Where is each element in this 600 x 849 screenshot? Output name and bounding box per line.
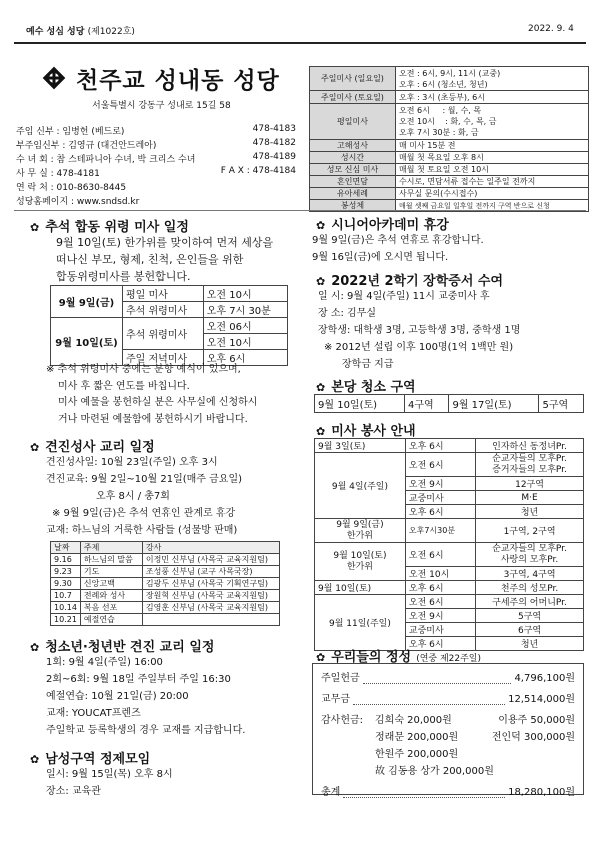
mass-value: 매 미사 15분 전 xyxy=(396,140,589,152)
chuseok-kind: 추석 위령미사 xyxy=(123,302,204,318)
mass-label: 고해성사 xyxy=(310,140,396,152)
chuseok-kind: 주일 저녁미사 xyxy=(123,350,204,366)
contact-list xyxy=(16,124,296,208)
chuseok-intro: 9월 10일(토) 한가위를 맞이하여 먼저 세상을 떠나신 부모, 형제, 친척, 은인들을 위한 합동위령미사를 봉헌합니다. xyxy=(56,236,274,283)
mass-value: 매월 셋째 금요일 일후일 전까지 구역 반으로 신청 xyxy=(396,200,589,212)
table-cell: 복음 선포 xyxy=(80,602,142,614)
chuseok-time: 오전 10시 xyxy=(203,286,287,302)
chuseok-date: 9월 9일(금) xyxy=(51,286,123,318)
service-group: 청년 xyxy=(476,637,584,651)
service-time: 오전 6시 xyxy=(405,595,475,609)
mass-label: 봉성체 xyxy=(310,200,396,212)
service-group: 1구역, 2구역 xyxy=(476,519,584,543)
table-cell: 9.16 xyxy=(51,554,81,566)
chuseok-table xyxy=(50,285,288,366)
service-date: 9월 11일(주일) xyxy=(315,595,406,651)
header-divider xyxy=(14,42,586,44)
chuseok-notes: ※ 추석 위령미사 중에는 분향 예식이 있으며, 미사 후 짧은 연도를 바칩니다. 미사 예물을 봉헌하실 분은 사무실에 신청하시 거나 마련된 예물함에 봉헌하시기 바랍니다. xyxy=(46,364,258,425)
mass-label: 성시간 xyxy=(310,152,396,164)
table-cell: 신앙고백 xyxy=(80,578,142,590)
confirmation-schedule-table xyxy=(50,541,280,626)
youth-section-title: ✿ 청소년·청년반 견진 교리 일정 xyxy=(30,640,215,655)
mass-label: 평일미사 xyxy=(310,104,396,140)
mass-value: 오전 : 6시, 9시, 11시 (교중) 오후 : 6시 (청소년, 청년) xyxy=(396,67,589,91)
service-date: 9월 3일(토) xyxy=(315,439,406,453)
cleaning-section-title: ✿ 본당 청소 구역 xyxy=(316,380,416,395)
chuseok-time: 오전 06시 xyxy=(203,318,287,334)
offering-box xyxy=(312,663,584,798)
confirmation-section-title: ✿ 견진성사 교리 일정 xyxy=(30,440,155,455)
offering-total: 총계 18,280,100원 xyxy=(321,787,575,798)
table-cell: 9월 10일(토) xyxy=(315,395,405,413)
service-time: 오전 6시 xyxy=(405,453,475,477)
table-cell: 9.30 xyxy=(51,578,81,590)
section-divider xyxy=(14,210,586,211)
mass-service-table xyxy=(314,438,584,651)
contact-row: 연 락 처 : 010-8630-8445 xyxy=(16,183,127,193)
service-group: M·E xyxy=(476,491,584,505)
youth-info: 1회: 9월 4일(주일) 16:00 2회~6회: 9월 18일 주일부터 주일 16:30 예절연습: 10월 21일(금) 20:00 교재: YOUCAT프렌즈 주일학교 등록학생의 경우 교재를 지급합니다. xyxy=(46,657,246,736)
table-cell: 하느님의 말씀 xyxy=(80,554,142,566)
thanks-offering: 감사헌금: 김희숙 20,000원 이용주 50,000원 정래문 200,000원 전인덕 300,000원 한원주 200,000원 故 김동용 상가 200,000원 xyxy=(321,715,575,777)
mass-label: 주일미사 (일요일) xyxy=(310,67,396,91)
service-date: 9월 10일(토) xyxy=(315,581,406,595)
issue-date: 2022. 9. 4 xyxy=(528,24,574,34)
service-group: 천주의 성모Pr. xyxy=(476,581,584,595)
homepage-link[interactable]: 성당홈페이지 : www.sndsd.kr xyxy=(16,197,140,207)
chuseok-date: 9월 10일(토) xyxy=(51,318,123,366)
service-time: 오후 6시 xyxy=(405,505,475,519)
sunday-offering: 주일헌금 4,796,100원 xyxy=(321,673,575,684)
contact-row: 사 무 실 : 478-4181 F A X : 478-4184 xyxy=(16,166,296,179)
table-cell: 9.23 xyxy=(51,566,81,578)
service-time: 교중미사 xyxy=(405,491,475,505)
table-cell xyxy=(142,614,279,626)
table-cell: 10.14 xyxy=(51,602,81,614)
table-cell: 김광두 신부님 (사목국 기획연구팀) xyxy=(142,578,279,590)
chuseok-time: 오후 7시 30분 xyxy=(203,302,287,318)
col-header: 강사 xyxy=(142,542,279,554)
scholarship-section-title: ✿ 2022년 2학기 장학증서 수여 xyxy=(316,274,504,289)
service-time: 오전 9시 xyxy=(405,477,475,491)
mass-value: 오후 : 3시 (초등부), 6시 xyxy=(396,91,589,104)
contact-row: 부주임신부 : 김영규 (대건안드레아) 478-4182 xyxy=(16,138,296,151)
service-group: 5구역 xyxy=(476,609,584,623)
chuseok-time: 오전 10시 xyxy=(203,334,287,350)
table-cell: 10.21 xyxy=(51,614,81,626)
service-time: 오후 6시 xyxy=(405,439,475,453)
service-time: 교중미사 xyxy=(405,623,475,637)
service-date: 9월 4일(주일) xyxy=(315,453,406,519)
table-cell: 장원혁 신부님 (사목국 교육지원팀) xyxy=(142,590,279,602)
mass-label: 주일미사 (토요일) xyxy=(310,91,396,104)
table-cell: 전례와 성사 xyxy=(80,590,142,602)
service-time: 오전 10시 xyxy=(405,567,475,581)
service-group: 구세주의 어머니Pr. xyxy=(476,595,584,609)
table-cell: 기도 xyxy=(80,566,142,578)
men-info: 일시: 9월 15일(목) 오후 8시 장소: 교육관 xyxy=(46,769,173,797)
table-cell: 4구역 xyxy=(404,395,449,413)
col-header: 주제 xyxy=(80,542,142,554)
service-time: 오후 6시 xyxy=(405,581,475,595)
mass-value: 사무실 문의(수시접수) xyxy=(396,188,589,200)
service-group: 청년 xyxy=(476,505,584,519)
chuseok-section-title: ✿ 추석 합동 위령 미사 일정 xyxy=(30,220,189,235)
table-cell: 김영훈 신부님 (사목국 교육지원팀) xyxy=(142,602,279,614)
table-cell: 10.7 xyxy=(51,590,81,602)
mass-schedule-table xyxy=(309,66,589,212)
table-cell: 조성풍 신부님 (교구 사목국장) xyxy=(142,566,279,578)
bulletin-name: 예수 성심 성당 (제1022호) xyxy=(26,27,135,37)
cleaning-table xyxy=(314,394,584,413)
contact-row: 주임 신부 : 임병헌 (베드로) 478-4183 xyxy=(16,124,296,137)
service-time: 오전 6시 xyxy=(405,543,475,567)
chuseok-kind: 평일 미사 xyxy=(123,286,204,302)
service-time: 오후7시30분 xyxy=(405,519,475,543)
service-group: 6구역 xyxy=(476,623,584,637)
table-cell: 9월 17일(토) xyxy=(449,395,539,413)
offering-section-title: ✿ 우리들의 정성 (연중 제22주일) xyxy=(316,650,481,665)
church-logo-icon xyxy=(40,64,68,92)
service-group: 인자하신 동정녀Pr. xyxy=(476,439,584,453)
service-time: 오전 9시 xyxy=(405,609,475,623)
service-group: 12구역 xyxy=(476,477,584,491)
col-header: 날짜 xyxy=(51,542,81,554)
mass-label: 성모 신심 미사 xyxy=(310,164,396,176)
mass-label: 유아세례 xyxy=(310,188,396,200)
academy-section-title: ✿ 시니어아카데미 휴강 xyxy=(316,218,449,233)
table-cell: 5구역 xyxy=(539,395,584,413)
mass-value: 오전 6시 : 월, 수, 목 오전 10시 : 화, 수, 목, 금 오후 7시 30분 : 화, 금 xyxy=(396,104,589,140)
mass-service-section-title: ✿ 미사 봉사 안내 xyxy=(316,424,416,439)
scholarship-info: 일 시: 9월 4일(주일) 11시 교중미사 후 장 소: 김무실 장학생: 대학생 3명, 고등학생 3명, 중학생 1명 ※ 2012년 설립 이후 100명(1억 1백만 원) 장학금 지급 xyxy=(318,291,521,370)
tithe: 교무금 12,514,000원 xyxy=(321,694,575,705)
service-group: 순교자들의 모후Pr. 사랑의 모후Pr. xyxy=(476,543,584,567)
service-date: 9월 10일(토) 한가위 xyxy=(315,543,406,581)
church-address: 서울특별시 강동구 성내로 15길 58 xyxy=(92,101,231,111)
service-group: 순교자들의 모후Pr. 증거자들의 모후Pr. xyxy=(476,453,584,477)
church-name: 천주교 성내동 성당 xyxy=(76,68,280,94)
table-cell: 예절연습 xyxy=(80,614,142,626)
confirmation-info: 견진성사일: 10월 23일(주일) 오후 3시 견진교육: 9월 2일~10월 21일(매주 금요일) 오후 8시 / 총7회 ※ 9월 9일(금)은 추석 연휴인 관계로 휴강 교재: 하느님의 거룩한 사람들 (성물방 판매) xyxy=(46,457,243,536)
mass-value: 매월 첫 토요일 오전 10시 xyxy=(396,164,589,176)
contact-row: 수 녀 회 : 참 스테파니아 수녀, 박 크리스 수녀 478-4189 xyxy=(16,152,296,165)
chuseok-time: 오후 6시 xyxy=(203,350,287,366)
table-cell: 이정민 신부님 (사목국 교육지원팀) xyxy=(142,554,279,566)
academy-info: 9월 9일(금)은 추석 연휴로 휴강합니다. 9월 16일(금)에 오시면 됩니다. xyxy=(312,235,484,263)
service-time: 오후 6시 xyxy=(405,637,475,651)
chuseok-kind: 추석 위령미사 xyxy=(123,318,204,350)
mass-value: 수시로, 면담서류 접수는 일주일 전까지 xyxy=(396,176,589,188)
service-date: 9월 9일(금) 한가위 xyxy=(315,519,406,543)
service-group: 3구역, 4구역 xyxy=(476,567,584,581)
mass-label: 혼인면담 xyxy=(310,176,396,188)
mass-value: 매월 첫 목요일 오후 8시 xyxy=(396,152,589,164)
men-section-title: ✿ 남성구역 정제모임 xyxy=(30,752,151,767)
